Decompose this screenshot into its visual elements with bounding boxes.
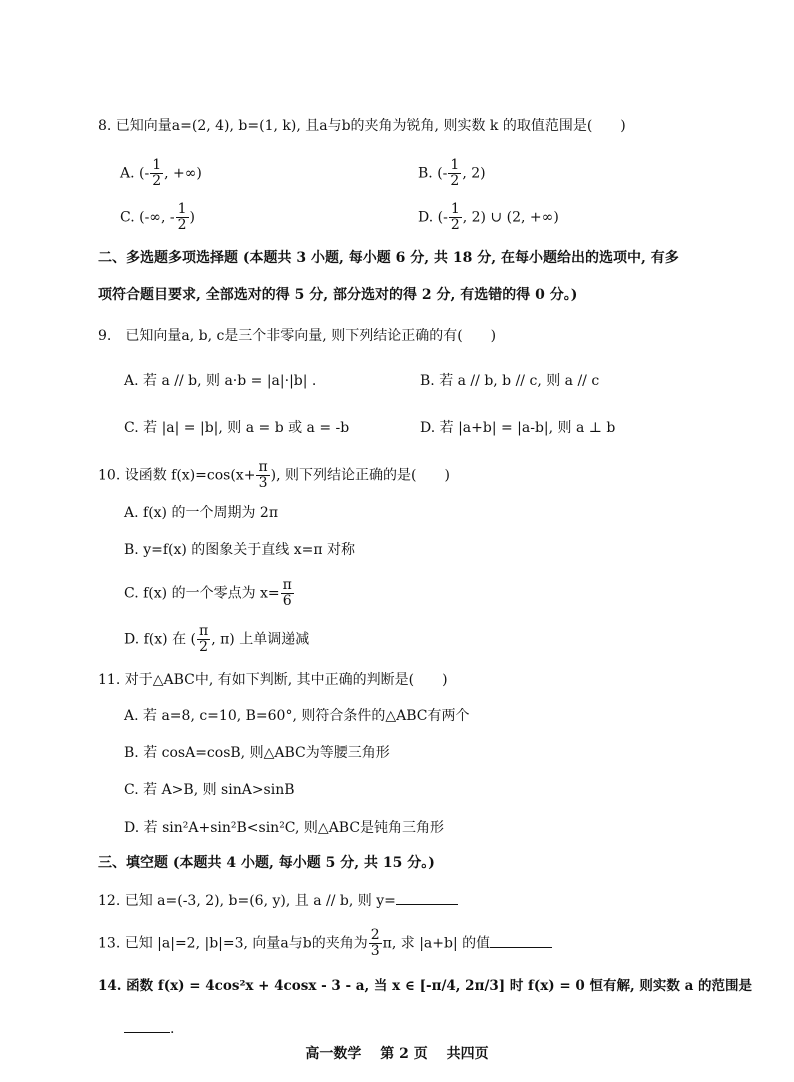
q11-stem: 11. 对于△ABC中, 有如下判断, 其中正确的判断是( ) (98, 672, 448, 688)
q13-pre: 13. 已知 |a|=2, |b|=3, 向量a与b的夹角为 (98, 935, 368, 952)
q8-option-a[interactable] (120, 158, 202, 189)
q9-stem: 9. 已知向量a, b, c是三个非零向量, 则下列结论正确的有( ) (98, 328, 497, 344)
q10-option-d[interactable] (124, 624, 309, 655)
q8-d-fraction (449, 202, 462, 233)
q14-answer-line (124, 1018, 174, 1039)
q8-option-d[interactable] (418, 202, 559, 233)
q10-c-den: 6 (282, 593, 292, 609)
q10-d-den: 2 (199, 639, 209, 655)
q8-a-num: 1 (152, 157, 162, 173)
section2-line1: 二、多选题多项选择题 (本题共 3 小题, 每小题 6 分, 共 18 分, 在每小题给出的选项中, 有多 (98, 250, 679, 266)
q9-option-d[interactable]: D. 若 |a+b| = |a-b|, 则 a ⊥ b (420, 420, 616, 436)
q11-option-a[interactable]: A. 若 a=8, c=10, B=60°, 则符合条件的△ABC有两个 (124, 708, 470, 724)
q8-b-post: , 2) (462, 165, 486, 182)
q8-b-num: 1 (450, 157, 460, 173)
page-footer: 高一数学 第 2 页 共四页 (305, 1046, 489, 1062)
q12-answer-blank[interactable] (396, 890, 458, 905)
q8-option-c[interactable] (120, 202, 195, 233)
q10-d-fraction (197, 624, 210, 655)
q8-b-pre: B. (- (418, 165, 448, 182)
q10-option-a[interactable]: A. f(x) 的一个周期为 2π (124, 505, 279, 521)
q10-d-num: π (199, 623, 209, 639)
q8-a-pre: A. (- (120, 165, 150, 182)
q10-option-b[interactable]: B. y=f(x) 的图象关于直线 x=π 对称 (124, 542, 356, 558)
q13-num: 2 (370, 927, 380, 943)
q8-a-fraction (150, 158, 163, 189)
q8-d-den: 2 (450, 217, 460, 233)
q10-option-c[interactable] (124, 578, 295, 609)
q10-stem-fraction (256, 460, 269, 491)
q11-option-c[interactable]: C. 若 A>B, 则 sinA>sinB (124, 782, 295, 798)
q10-stem-den: 3 (258, 475, 268, 491)
q8-c-den: 2 (177, 217, 187, 233)
q12-text: 12. 已知 a=(-3, 2), b=(6, y), 且 a // b, 则 y= (98, 893, 396, 909)
q9-option-c[interactable]: C. 若 |a| = |b|, 则 a = b 或 a = -b (124, 420, 350, 436)
q11-option-d[interactable]: D. 若 sin²A+sin²B<sin²C, 则△ABC是钝角三角形 (124, 820, 445, 836)
q8-c-fraction (176, 202, 189, 233)
q13-fraction (369, 928, 382, 959)
q13-post: π, 求 |a+b| 的值 (382, 935, 491, 952)
q9-option-b[interactable]: B. 若 a // b, b // c, 则 a // c (420, 373, 600, 389)
q13 (98, 928, 552, 959)
q13-answer-blank[interactable] (490, 933, 552, 948)
q10-c-num: π (282, 577, 292, 593)
q10-c-pre: C. f(x) 的一个零点为 x= (124, 585, 280, 602)
q8-c-post: ) (189, 209, 195, 226)
q9-option-a[interactable]: A. 若 a // b, 则 a·b = |a|·|b| . (124, 373, 317, 389)
q14-end: . (170, 1021, 175, 1037)
q10-d-post: , π) 上单调递减 (211, 631, 310, 648)
q12 (98, 890, 458, 911)
q10-c-fraction (281, 578, 294, 609)
q8-d-post: , 2) ∪ (2, +∞) (462, 209, 559, 226)
q10-stem-post: ), 则下列结论正确的是( ) (270, 467, 450, 484)
q8-a-post: , +∞) (164, 165, 202, 182)
q14-answer-blank[interactable] (124, 1018, 170, 1033)
q10-d-pre: D. f(x) 在 ( (124, 631, 196, 648)
q8-c-pre: C. (-∞, - (120, 209, 175, 226)
section3-heading: 三、填空题 (本题共 4 小题, 每小题 5 分, 共 15 分。) (98, 855, 435, 871)
q10-stem-num: π (258, 459, 268, 475)
q10-stem (98, 460, 450, 491)
q8-b-den: 2 (450, 173, 460, 189)
q14: 14. 函数 f(x) = 4cos²x + 4cosx - 3 - a, 当 x ∈ [-π/4, 2π/3] 时 f(x) = 0 恒有解, 则实数 a 的范围是 (98, 978, 753, 994)
q10-stem-pre: 10. 设函数 f(x)=cos(x+ (98, 467, 256, 484)
q8-option-b[interactable] (418, 158, 486, 189)
q8-c-num: 1 (177, 201, 187, 217)
q8-d-num: 1 (450, 201, 460, 217)
q13-den: 3 (370, 943, 380, 959)
q8-stem: 8. 已知向量a=(2, 4), b=(1, k), 且a与b的夹角为锐角, 则实数 k 的取值范围是( ) (98, 118, 626, 134)
section2-line2: 项符合题目要求, 全部选对的得 5 分, 部分选对的得 2 分, 有选错的得 0 分。) (98, 287, 578, 303)
q8-a-den: 2 (152, 173, 162, 189)
q8-b-fraction (448, 158, 461, 189)
q11-option-b[interactable]: B. 若 cosA=cosB, 则△ABC为等腰三角形 (124, 745, 390, 761)
q8-d-pre: D. (- (418, 209, 448, 226)
